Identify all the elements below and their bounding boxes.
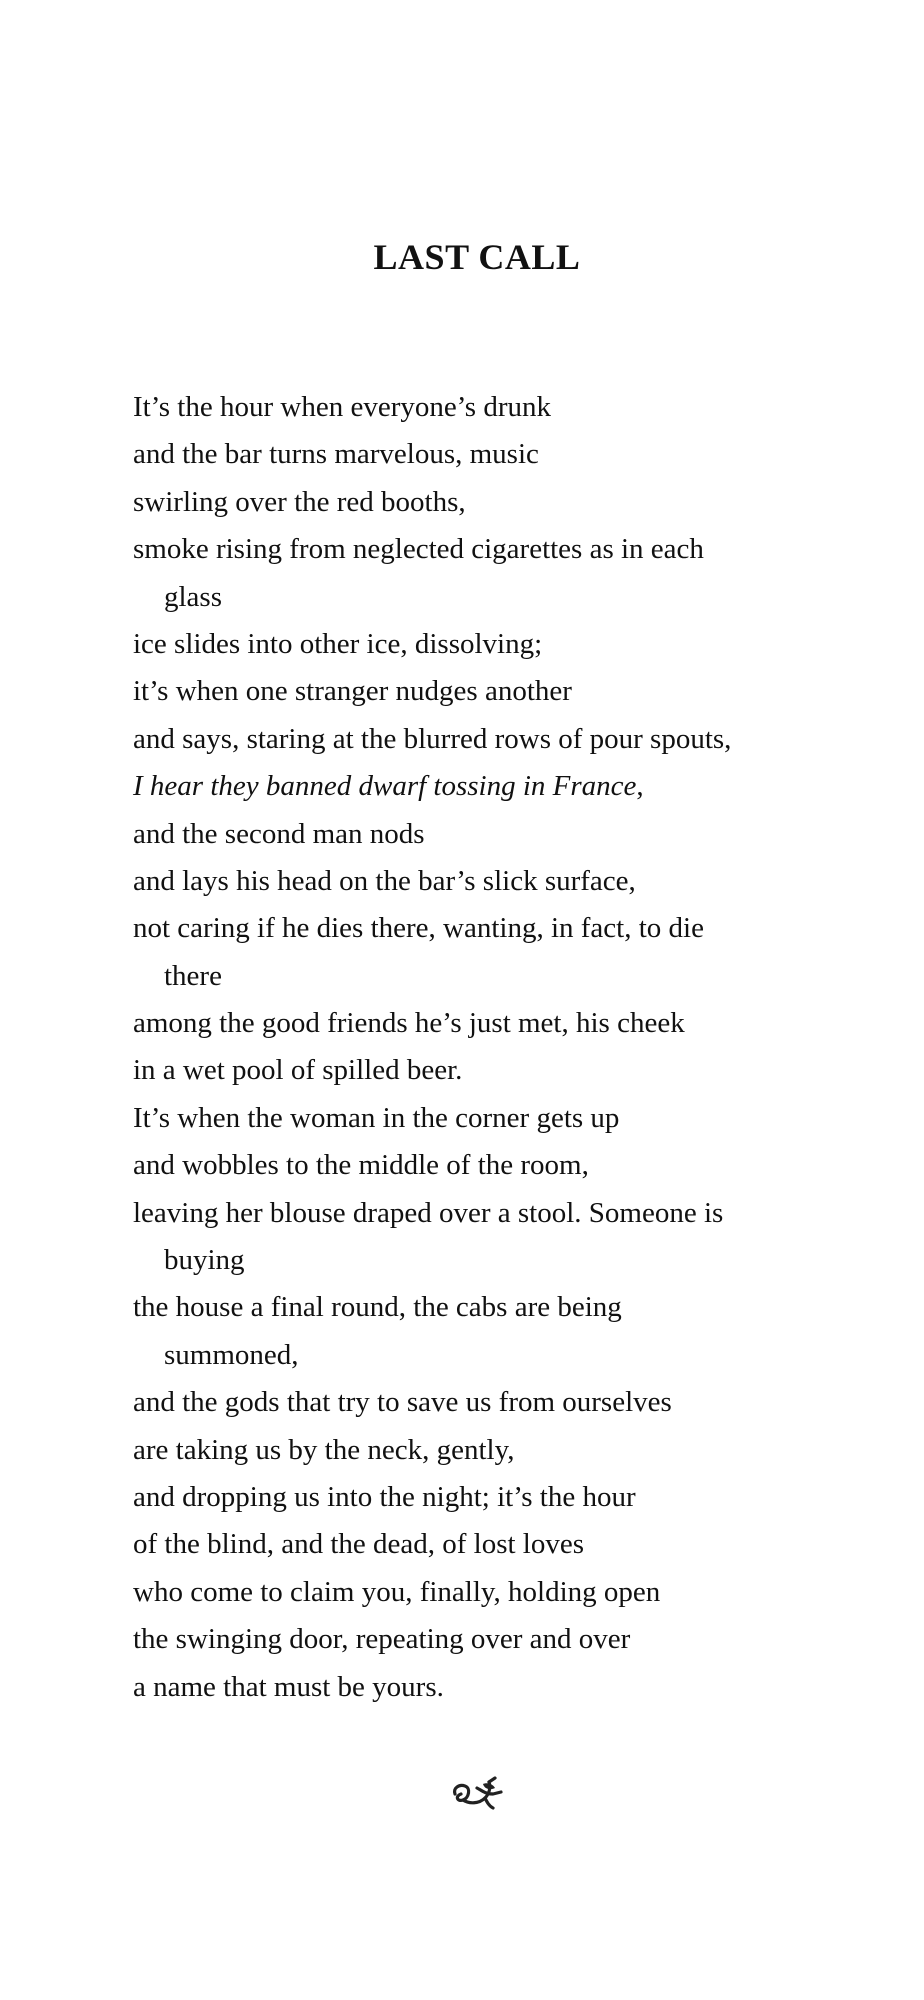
poem-line: a name that must be yours. — [133, 1670, 444, 1703]
poem-line: who come to claim you, finally, holding open — [133, 1575, 661, 1608]
poem-title: LAST CALL — [373, 237, 581, 277]
poem-line: and dropping us into the night; it’s the hour — [133, 1480, 636, 1513]
poem-line: and the second man nods — [133, 817, 425, 850]
poem-line: not caring if he dies there, wanting, in fact, to die — [133, 912, 704, 945]
poem-line: the swinging door, repeating over and over — [133, 1623, 631, 1656]
italic-line-comma: , — [636, 770, 644, 803]
poem-line: are taking us by the neck, gently, — [133, 1433, 515, 1466]
poem-line: swirling over the red booths, — [133, 485, 466, 518]
poem-line: ice slides into other ice, dissolving; — [133, 627, 543, 660]
poem-line-continuation: there — [164, 959, 222, 992]
poem-line: and the bar turns marvelous, music — [133, 438, 539, 471]
poem-line: leaving her blouse draped over a stool. Someone is — [133, 1196, 724, 1229]
poem-line: the house a final round, the cabs are being — [133, 1291, 622, 1324]
fleuron-ornament-icon — [449, 1774, 507, 1812]
poem-line-continuation: buying — [164, 1244, 245, 1277]
poem-line: and says, staring at the blurred rows of pour spouts, — [133, 722, 732, 755]
poem-line-continuation: glass — [164, 580, 222, 613]
poem-line: in a wet pool of spilled beer. — [133, 1054, 463, 1087]
poem-line: and wobbles to the middle of the room, — [133, 1149, 589, 1182]
poem-line: it’s when one stranger nudges another — [133, 675, 572, 708]
poem-line: among the good friends he’s just met, his cheek — [133, 1007, 685, 1040]
poem-body — [133, 384, 913, 1711]
italic-quote: I hear they banned dwarf tossing in France — [133, 770, 637, 803]
poem-line: and lays his head on the bar’s slick surface, — [133, 864, 636, 897]
poem-line: smoke rising from neglected cigarettes as in each — [133, 533, 704, 566]
poem-line: It’s the hour when everyone’s drunk — [133, 391, 551, 423]
poem-line: It’s when the woman in the corner gets up — [133, 1101, 620, 1134]
poem-line-continuation: summoned, — [164, 1338, 299, 1371]
poem-line-italic — [133, 763, 913, 810]
poem-line: of the blind, and the dead, of lost loves — [133, 1528, 585, 1561]
poem-line: and the gods that try to save us from ourselves — [133, 1386, 672, 1419]
